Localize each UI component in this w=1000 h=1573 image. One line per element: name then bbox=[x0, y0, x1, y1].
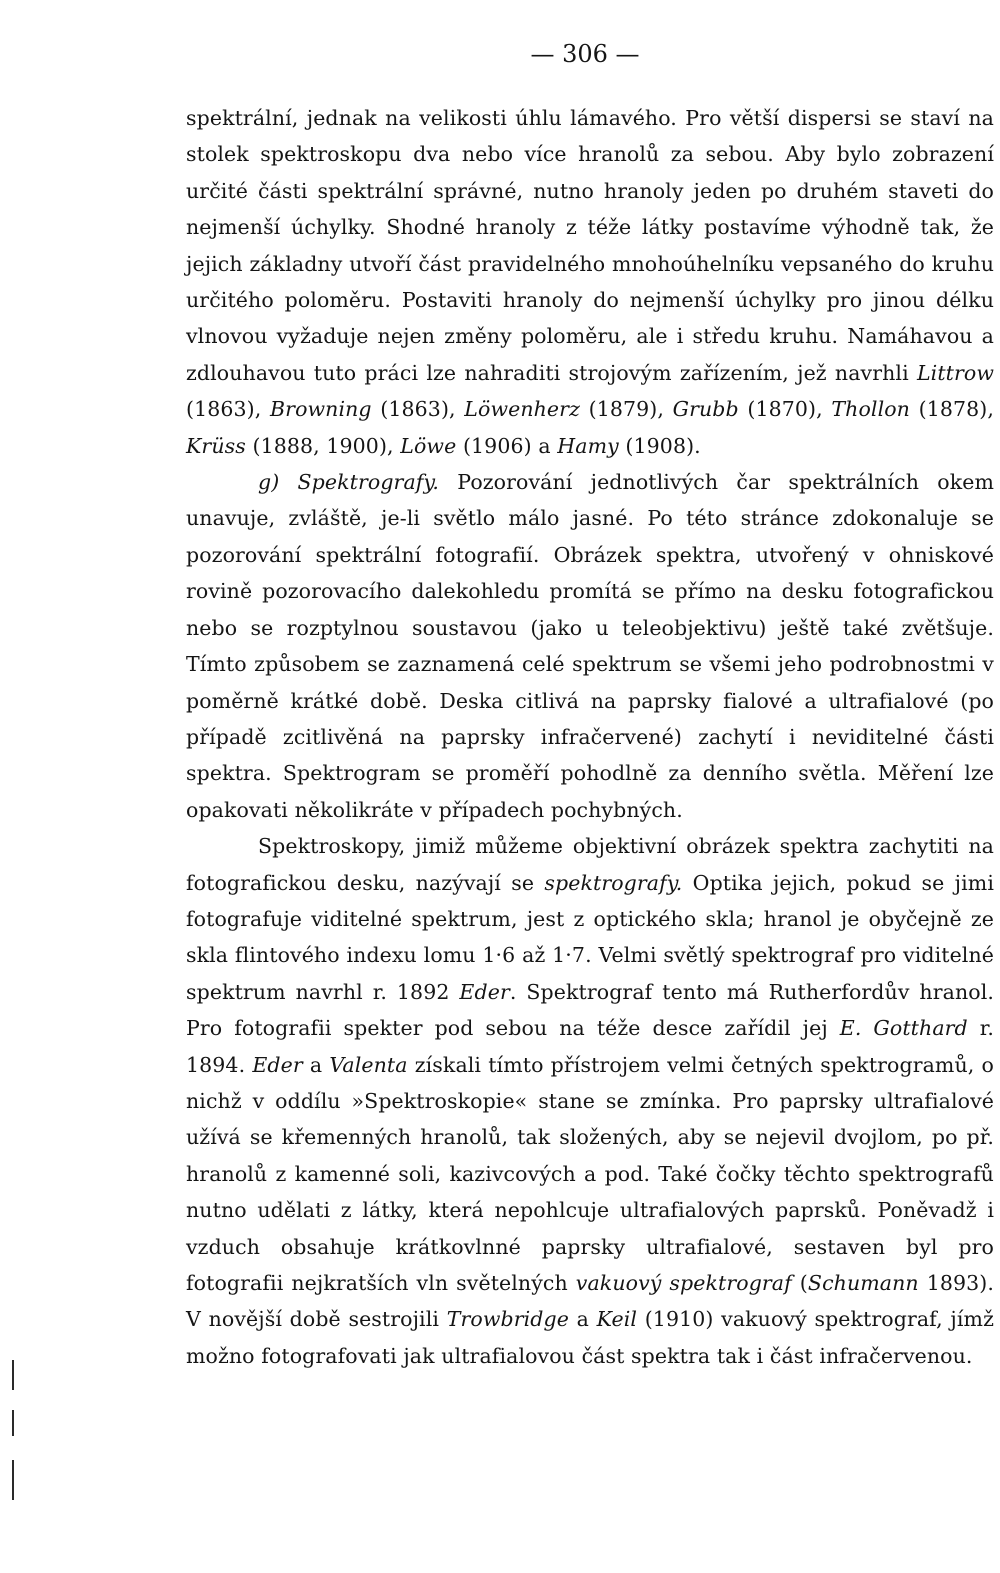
italic-run: Thollon bbox=[831, 397, 910, 422]
text-run: r. 1894. bbox=[186, 1016, 995, 1077]
text-run: (1870), bbox=[738, 397, 832, 422]
text-run: (1878), bbox=[909, 397, 994, 422]
text-run: Optika jejich, pokud se jimi fotografuje viditelné spektrum, jest z optického skla; hranol je obyčejně ze skla flintového indexu lomu 1·6 až 1·7. Velmi světlý spektrograf pro viditelné spektrum navrhl r. 1892 bbox=[186, 870, 994, 1004]
italic-run: Keil bbox=[596, 1307, 638, 1332]
text-run: Pozorování jednotlivých čar spektrálních okem unavuje, zvláště, je-li světlo málo jasné. Po této stránce zdokonaluje se pozorování spektrální fotografií. Obrázek spektra, utvořený v ohniskové rovině pozorovacího dalekohledu promítá se přímo na desku fotografickou nebo se rozptylnou soustavou (jako u teleobjektivu) ještě také zvětšuje. Tímto způsobem se zaznamená celé spektrum se všemi jeho podrobnostmi v poměrně krátké době. Deska citlivá na paprsky fialové a ultrafialové (po případě zcitlivěná na paprsky infračervené) zachytí i neviditelné části spektra. Spektrogram se proměří pohodlně za denního světla. Měření lze opakovati několikráte v případech pochybných. bbox=[186, 470, 994, 822]
italic-run: spektrografy. bbox=[544, 870, 683, 895]
text-run: (1863), bbox=[371, 397, 465, 422]
italic-run: Hamy bbox=[557, 433, 619, 458]
italic-run: Krüss bbox=[186, 433, 246, 458]
text-run: spektrální, jednak na velikosti úhlu lámavého. Pro větší dispersi se staví na stolek spektroskopu dva nebo více hranolů za sebou. Aby bylo zobrazení určité části spektrální správné, nutno hranoly jeden po druhém staveti do nejmenší úchylky. Shodné hranoly z téže látky postavíme výhodně tak, že jejich základny utvoří část pravidelného mnohoúhelníku vepsaného do kruhu určitého poloměru. Postaviti hranoly do nejmenší úchylky pro jinou délku vlnovou vyžaduje nejen změny poloměru, ale i středu kruhu. Namáhavou a zdlouhavou tuto práci lze nahraditi strojovým zařízením, jež navrhli bbox=[186, 106, 994, 385]
text-run: (1908). bbox=[618, 433, 701, 458]
scan-margin-mark bbox=[12, 1410, 14, 1436]
text-run: (1879), bbox=[579, 397, 673, 422]
scan-margin-mark bbox=[12, 1460, 14, 1500]
italic-run: Eder bbox=[459, 979, 510, 1004]
italic-run: Littrow bbox=[916, 360, 994, 385]
page-number: — 306 — bbox=[530, 40, 640, 68]
italic-run: Löwe bbox=[400, 433, 457, 458]
italic-run: Browning bbox=[270, 397, 372, 422]
text-run: (1863), bbox=[186, 397, 271, 422]
paragraph bbox=[186, 464, 994, 828]
italic-run: E. Gotthard bbox=[839, 1016, 968, 1041]
text-run: a bbox=[568, 1307, 597, 1332]
paragraph bbox=[186, 828, 994, 1374]
italic-run: vakuový spektrograf bbox=[575, 1271, 792, 1295]
text-run: 1893). V novější době sestrojili bbox=[186, 1271, 995, 1332]
italic-run: Grubb bbox=[672, 397, 739, 422]
italic-run: Valenta bbox=[329, 1052, 408, 1077]
italic-run: Löwenherz bbox=[464, 397, 580, 422]
text-run: získali tímto přístrojem velmi četných spektrogramů, o nichž v oddílu »Spektroskopie« stane se zmínka. Pro paprsky ultrafialové užívá se křemenných hranolů, tak složených, aby se nejevil dvojlom, po př. hranolů z kamenné soli, kazivcových a pod. Také čočky těchto spektrografů nutno udělati z látky, která nepohlcuje ultrafialových paprsků. Poněvadž i vzduch obsahuje krátkovlnné paprsky ultrafialové, sestaven byl pro fotografii nejkratších vln světelných bbox=[186, 1052, 994, 1295]
text-run: (1910) vakuový spektrograf, jímž možno fotografovati jak ultrafialovou část spektra tak i část infračervenou. bbox=[186, 1307, 994, 1368]
text-run: (1888, 1900), bbox=[245, 433, 401, 458]
body-text bbox=[186, 100, 994, 1374]
italic-run: Trowbridge bbox=[446, 1307, 569, 1332]
text-run: Spektroskopy, jimiž můžeme objektivní obrázek spektra zachytiti na fotografickou desku, nazývají se bbox=[186, 834, 994, 895]
italic-run: g) Spektrografy. bbox=[258, 470, 440, 495]
text-run: . Spektrograf tento má Rutherfordův hranol. Pro fotografii spekter pod sebou na téže desce zařídil jej bbox=[186, 979, 994, 1041]
italic-run: Schumann bbox=[807, 1271, 919, 1295]
italic-run: Eder bbox=[252, 1052, 303, 1077]
text-run: (1906) a bbox=[456, 433, 558, 458]
scan-margin-mark bbox=[12, 1360, 14, 1390]
text-run: a bbox=[302, 1052, 330, 1077]
text-run: ( bbox=[791, 1271, 808, 1295]
paragraph bbox=[186, 100, 994, 464]
